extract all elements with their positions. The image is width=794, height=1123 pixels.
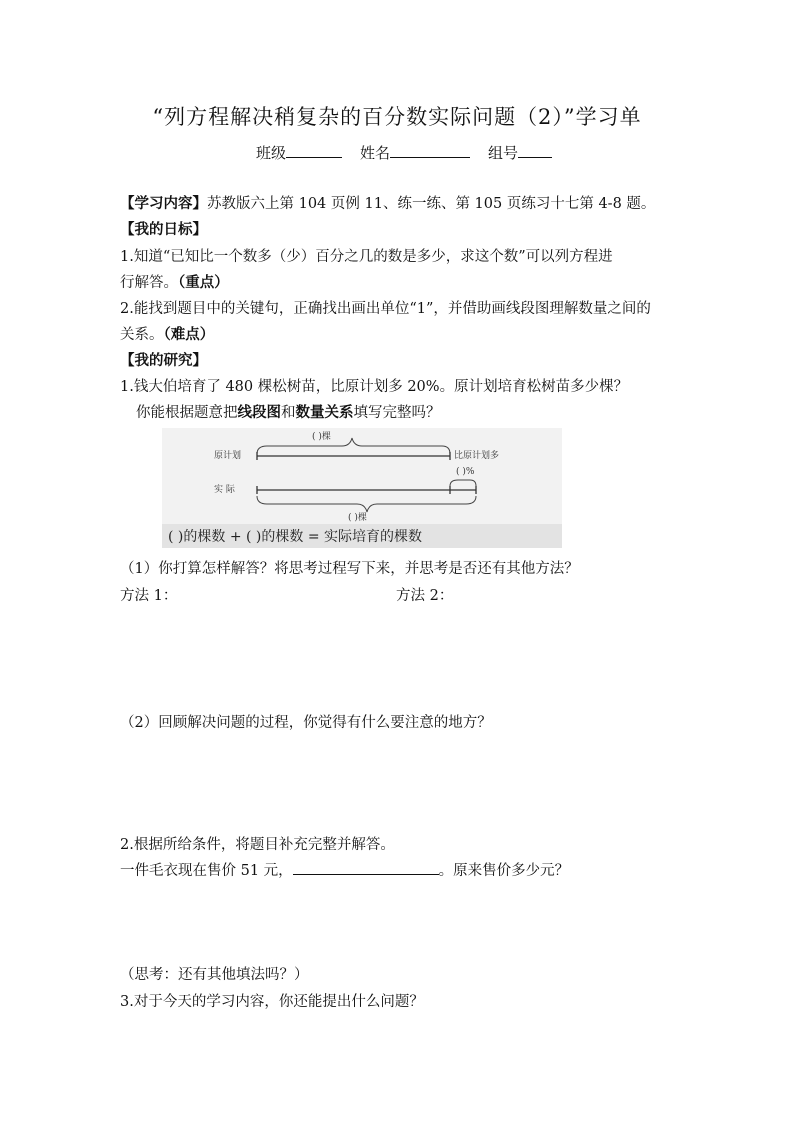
group-blank[interactable] (518, 143, 552, 158)
research-label: 【我的研究】 (120, 352, 207, 369)
relation-text: ( )的棵数 + ( )的棵数 = 实际培育的棵数 (168, 529, 423, 545)
goal-2-line-2 (120, 323, 214, 344)
sub-question-2: （2）回顾解决问题的过程，你觉得有什么要注意的地方？ (120, 715, 492, 731)
goals-label: 【我的日标】 (120, 221, 207, 238)
line-segment-diagram (162, 428, 562, 548)
content-text: 苏教版六上第 104 页例 11、练一练、第 105 页练习十七第 4-8 题。 (207, 196, 656, 212)
row-label-actual: 实 际 (214, 485, 235, 495)
extra-percent-label: ( )% (456, 467, 475, 477)
class-blank[interactable] (286, 143, 342, 158)
think-note: （思考：还有其他填法吗？） (120, 967, 309, 983)
question-1-prompt: 你能根据题意把线段图和数量关系填写完整吗？ (136, 404, 441, 421)
row-label-plan: 原计划 (214, 451, 242, 461)
goal-1-line-2 (120, 271, 229, 292)
goal-2-line-1: 2.能找到题目中的关键句，正确找出画出单位“1”，并借助画线段图理解数量之间的 (120, 301, 651, 317)
name-blank[interactable] (390, 143, 470, 158)
sub-question-1: （1）你打算怎样解答？将思考过程写下来，并思考是否还有其他方法？ (120, 561, 579, 577)
goal-2-tag: （难点） (163, 326, 215, 343)
class-field (256, 142, 342, 163)
group-label: 组号 (488, 144, 519, 162)
goal-1-tag: （重点） (178, 274, 229, 291)
extra-label: 比原计划多 (454, 451, 500, 461)
top-count-label: ( )棵 (312, 432, 331, 442)
question-2-statement: 一件毛衣现在售价 51 元， 。原来售价多少元？ (120, 859, 569, 880)
question-1: 1.钱大伯培育了 480 棵松树苗，比原计划多 20%。原计划培育松树苗多少棵？ (120, 379, 629, 395)
name-label: 姓名 (360, 144, 391, 162)
question-3: 3.对于今天的学习内容，你还能提出什么问题？ (120, 994, 424, 1010)
keyword-line-diagram: 线段图 (237, 404, 281, 421)
question-2: 2.根据所给条件，将题目补充完整并解答。 (120, 837, 395, 853)
bottom-count-label: ( )棵 (348, 513, 367, 523)
group-field (488, 142, 552, 163)
page-title: “列方程解决稍复杂的百分数实际问题（2）”学习单 (152, 105, 642, 129)
content-label: 【学习内容】 (120, 195, 207, 212)
goal-1-line-1: 1.知道“已知比一个数多（少）百分之几的数是多少，求这个数”可以列方程进 (120, 249, 613, 265)
content-line (120, 192, 655, 213)
name-field (360, 142, 470, 163)
keyword-relation: 数量关系 (295, 404, 354, 421)
method-1-label: 方法 1： (120, 588, 178, 604)
method-2-label: 方法 2： (396, 588, 454, 604)
goal-2-text: 关系。 (120, 327, 164, 343)
class-label: 班级 (256, 144, 287, 162)
goal-1-text: 行解答。 (120, 275, 178, 291)
condition-blank[interactable] (293, 860, 439, 875)
